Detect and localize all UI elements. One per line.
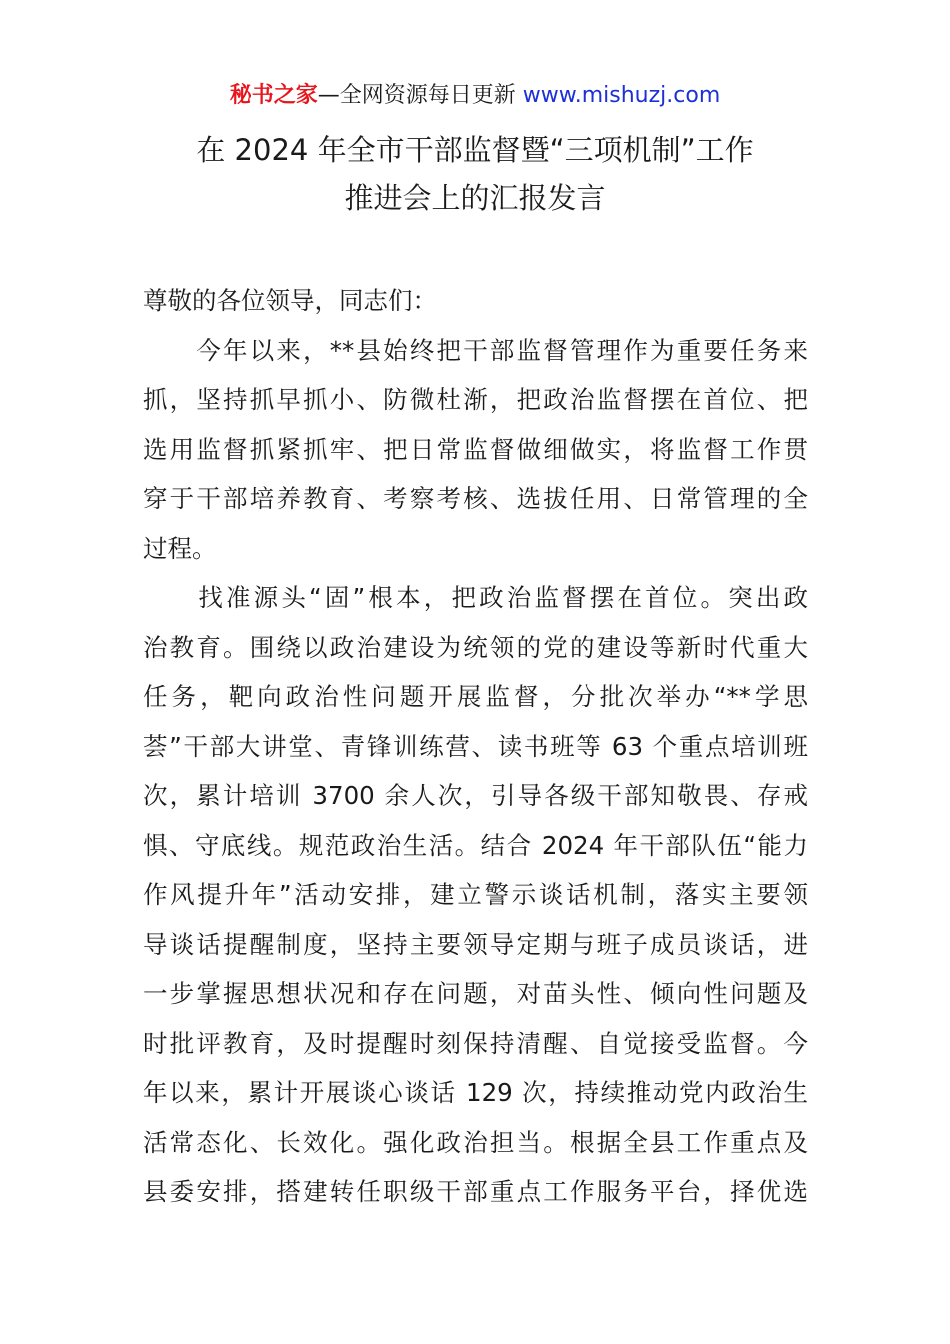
title-line: 推进会上的汇报发言 <box>344 181 606 215</box>
paragraph-2-line: 次，累计培训 3700 余人次，引导各级干部知敬畏、存戒 <box>143 781 808 810</box>
paragraph-2-line: 导谈话提醒制度，坚持主要领导定期与班子成员谈话，进 <box>143 929 808 959</box>
paragraph-2-line: 任务，靶向政治性问题开展监督，分批次举办“**学思 <box>143 682 808 711</box>
paragraph-1-line: 过程。 <box>143 533 217 563</box>
paragraph-2-line: 活常态化、长效化。强化政治担当。根据全县工作重点及 <box>143 1127 808 1157</box>
paragraph-2-line: 荟”干部大讲堂、青锋训练营、读书班等 63 个重点培训班 <box>143 731 808 761</box>
greeting-line: 尊敬的各位领导，同志们： <box>143 286 437 315</box>
paragraph-2-line: 年以来，累计开展谈心谈话 129 次，持续推动党内政治生 <box>143 1078 808 1107</box>
document-title <box>120 126 830 222</box>
paragraph-2-line: 治教育。围绕以政治建设为统领的党的建设等新时代重大 <box>143 632 808 662</box>
paragraph-2-line: 一步掌握思想状况和存在问题，对苗头性、倾向性问题及 <box>143 979 808 1008</box>
document-body <box>143 276 808 1217</box>
paragraph-1-line: 选用监督抓紧抓牢、把日常监督做细做实，将监督工作贯 <box>143 434 808 464</box>
paragraph-1-line: 今年以来，**县始终把干部监督管理作为重要任务来 <box>143 335 808 365</box>
paragraph-2-line: 时批评教育，及时提醒时刻保持清醒、自觉接受监督。今 <box>143 1028 808 1058</box>
paragraph-1-line: 抓，坚持抓早抓小、防微杜渐，把政治监督摆在首位、把 <box>143 385 808 414</box>
site-url-link[interactable]: www.mishuzj.com <box>522 83 721 108</box>
brand-name: 秘书之家 <box>229 83 318 108</box>
header-tagline: —全网资源每日更新 <box>317 83 523 108</box>
paragraph-1-line: 穿于干部培养教育、考察考核、选拔任用、日常管理的全 <box>143 484 808 513</box>
site-header <box>0 80 950 112</box>
title-line: 在 2024 年全市干部监督暨“三项机制”工作 <box>196 133 754 167</box>
paragraph-2-line: 惧、守底线。规范政治生活。结合 2024 年干部队伍“能力 <box>143 830 808 860</box>
paragraph-2-line: 县委安排，搭建转任职级干部重点工作服务平台，择优选 <box>143 1177 808 1206</box>
paragraph-2-line: 作风提升年”活动安排，建立警示谈话机制，落实主要领 <box>143 880 808 909</box>
paragraph-2-line: 找准源头“固”根本，把政治监督摆在首位。突出政 <box>143 583 808 612</box>
